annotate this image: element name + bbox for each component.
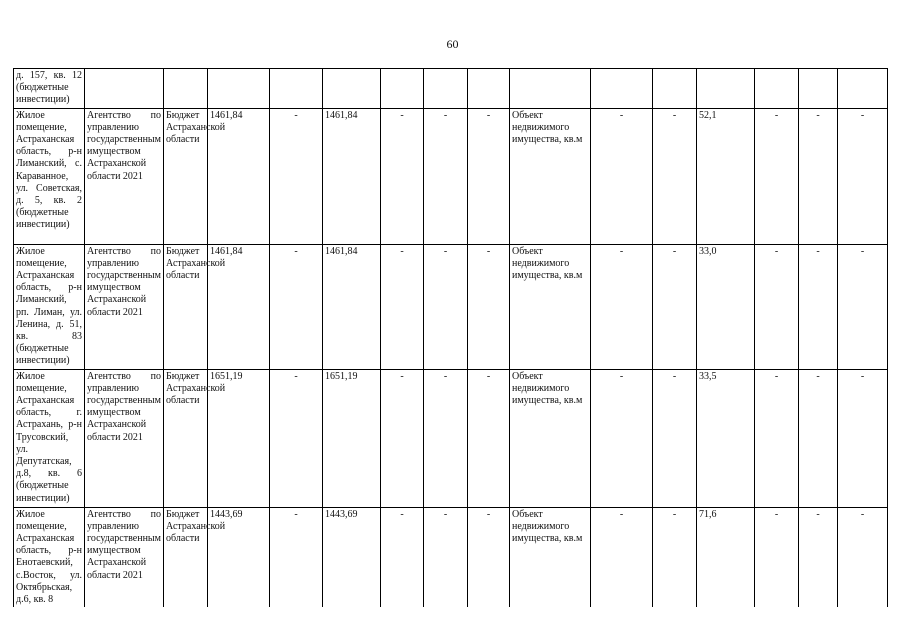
indicator-value-cell bbox=[838, 69, 888, 109]
amount-cell: - bbox=[424, 369, 468, 507]
indicator-value-cell: - bbox=[799, 108, 838, 244]
amount-cell: - bbox=[381, 108, 424, 244]
budget-cell: Бюджет Астраханской области bbox=[164, 108, 208, 244]
indicator-value-cell bbox=[591, 69, 653, 109]
indicator-value-cell: - bbox=[653, 507, 697, 607]
indicator-value-cell: - bbox=[838, 507, 888, 607]
indicator-value-cell: - bbox=[838, 244, 888, 369]
budget-cell bbox=[164, 69, 208, 109]
object-cell: Жилое помещение, Астраханская область, р-н Лиманский, рп. Лиман, ул. Ленина, д. 51, кв. 83 (бюджетные инвестиции) bbox=[14, 244, 85, 369]
indicator-value-cell: - bbox=[755, 108, 799, 244]
indicator-value-cell: - bbox=[799, 244, 838, 369]
budget-cell: Бюджет Астраханской области bbox=[164, 507, 208, 607]
indicator-cell: Объект недвижимого имущества, кв.м bbox=[510, 369, 591, 507]
amount-cell: - bbox=[468, 244, 510, 369]
agency-cell: Агентство по управлению государственным имуществом Астраханской области 2021 bbox=[85, 108, 164, 244]
indicator-value-cell: - bbox=[799, 369, 838, 507]
amount-cell: - bbox=[381, 369, 424, 507]
agency-cell: Агентство по управлению государственным имуществом Астраханской области 2021 bbox=[85, 244, 164, 369]
amount-cell: - bbox=[468, 507, 510, 607]
object-cell: д. 157, кв. 12 (бюджетные инвестиции) bbox=[14, 69, 85, 109]
indicator-value-cell: - bbox=[653, 108, 697, 244]
table-row bbox=[14, 108, 888, 244]
amount-cell bbox=[424, 69, 468, 109]
agency-cell: Агентство по управлению государственным имуществом Астраханской области 2021 bbox=[85, 369, 164, 507]
amount-cell bbox=[381, 69, 424, 109]
table-row bbox=[14, 244, 888, 369]
indicator-value-cell: - bbox=[591, 369, 653, 507]
area-value-cell bbox=[697, 69, 755, 109]
regional-amount-cell: 1443,69 bbox=[323, 507, 381, 607]
table-row bbox=[14, 69, 888, 109]
indicator-cell: Объект недвижимого имущества, кв.м bbox=[510, 108, 591, 244]
total-amount-cell: 1651,19 bbox=[208, 369, 270, 507]
amount-cell: - bbox=[270, 507, 323, 607]
area-value-cell: 33,0 bbox=[697, 244, 755, 369]
area-value-cell: 52,1 bbox=[697, 108, 755, 244]
indicator-value-cell: - bbox=[591, 108, 653, 244]
indicator-value-cell: - bbox=[755, 244, 799, 369]
total-amount-cell: 1443,69 bbox=[208, 507, 270, 607]
indicator-value-cell bbox=[755, 69, 799, 109]
table-row bbox=[14, 507, 888, 607]
indicator-value-cell: - bbox=[755, 369, 799, 507]
budget-cell: Бюджет Астраханской области bbox=[164, 244, 208, 369]
area-value-cell: 71,6 bbox=[697, 507, 755, 607]
budget-investments-table bbox=[13, 68, 888, 607]
indicator-value-cell: - bbox=[653, 244, 697, 369]
indicator-value-cell bbox=[799, 69, 838, 109]
amount-cell: - bbox=[424, 507, 468, 607]
indicator-value-cell: - bbox=[838, 369, 888, 507]
indicator-value-cell: - bbox=[799, 507, 838, 607]
amount-cell: - bbox=[468, 369, 510, 507]
regional-amount-cell: 1461,84 bbox=[323, 244, 381, 369]
amount-cell: - bbox=[270, 108, 323, 244]
indicator-value-cell bbox=[653, 69, 697, 109]
total-amount-cell: 1461,84 bbox=[208, 108, 270, 244]
object-cell: Жилое помещение, Астраханская область, р-н Енотаевский, с.Восток, ул. Октябрьская, д.6, кв. 8 bbox=[14, 507, 85, 607]
object-cell: Жилое помещение, Астраханская область, р-н Лиманский, с. Караванное, ул. Советская, д. 5, кв. 2 (бюджетные инвестиции) bbox=[14, 108, 85, 244]
area-value-cell: 33,5 bbox=[697, 369, 755, 507]
amount-cell bbox=[270, 69, 323, 109]
page-number: 60 bbox=[446, 37, 459, 51]
object-cell: Жилое помещение, Астраханская область, г. Астрахань, р-н Трусовский, ул. Депутатская, д.8, кв. 6 (бюджетные инвестиции) bbox=[14, 369, 85, 507]
indicator-cell bbox=[510, 69, 591, 109]
total-amount-cell bbox=[208, 69, 270, 109]
regional-amount-cell bbox=[323, 69, 381, 109]
amount-cell: - bbox=[270, 369, 323, 507]
amount-cell: - bbox=[424, 108, 468, 244]
indicator-cell: Объект недвижимого имущества, кв.м bbox=[510, 244, 591, 369]
indicator-value-cell: - bbox=[591, 507, 653, 607]
agency-cell bbox=[85, 69, 164, 109]
indicator-value-cell: - bbox=[591, 244, 653, 369]
indicator-value-cell: - bbox=[755, 507, 799, 607]
amount-cell: - bbox=[270, 244, 323, 369]
table-row bbox=[14, 369, 888, 507]
indicator-value-cell: - bbox=[653, 369, 697, 507]
amount-cell: - bbox=[381, 507, 424, 607]
indicator-value-cell: - bbox=[838, 108, 888, 244]
amount-cell: - bbox=[381, 244, 424, 369]
regional-amount-cell: 1461,84 bbox=[323, 108, 381, 244]
indicator-cell: Объект недвижимого имущества, кв.м bbox=[510, 507, 591, 607]
budget-cell: Бюджет Астраханской области bbox=[164, 369, 208, 507]
total-amount-cell: 1461,84 bbox=[208, 244, 270, 369]
amount-cell bbox=[468, 69, 510, 109]
amount-cell: - bbox=[424, 244, 468, 369]
regional-amount-cell: 1651,19 bbox=[323, 369, 381, 507]
agency-cell: Агентство по управлению государственным имуществом Астраханской области 2021 bbox=[85, 507, 164, 607]
amount-cell: - bbox=[468, 108, 510, 244]
